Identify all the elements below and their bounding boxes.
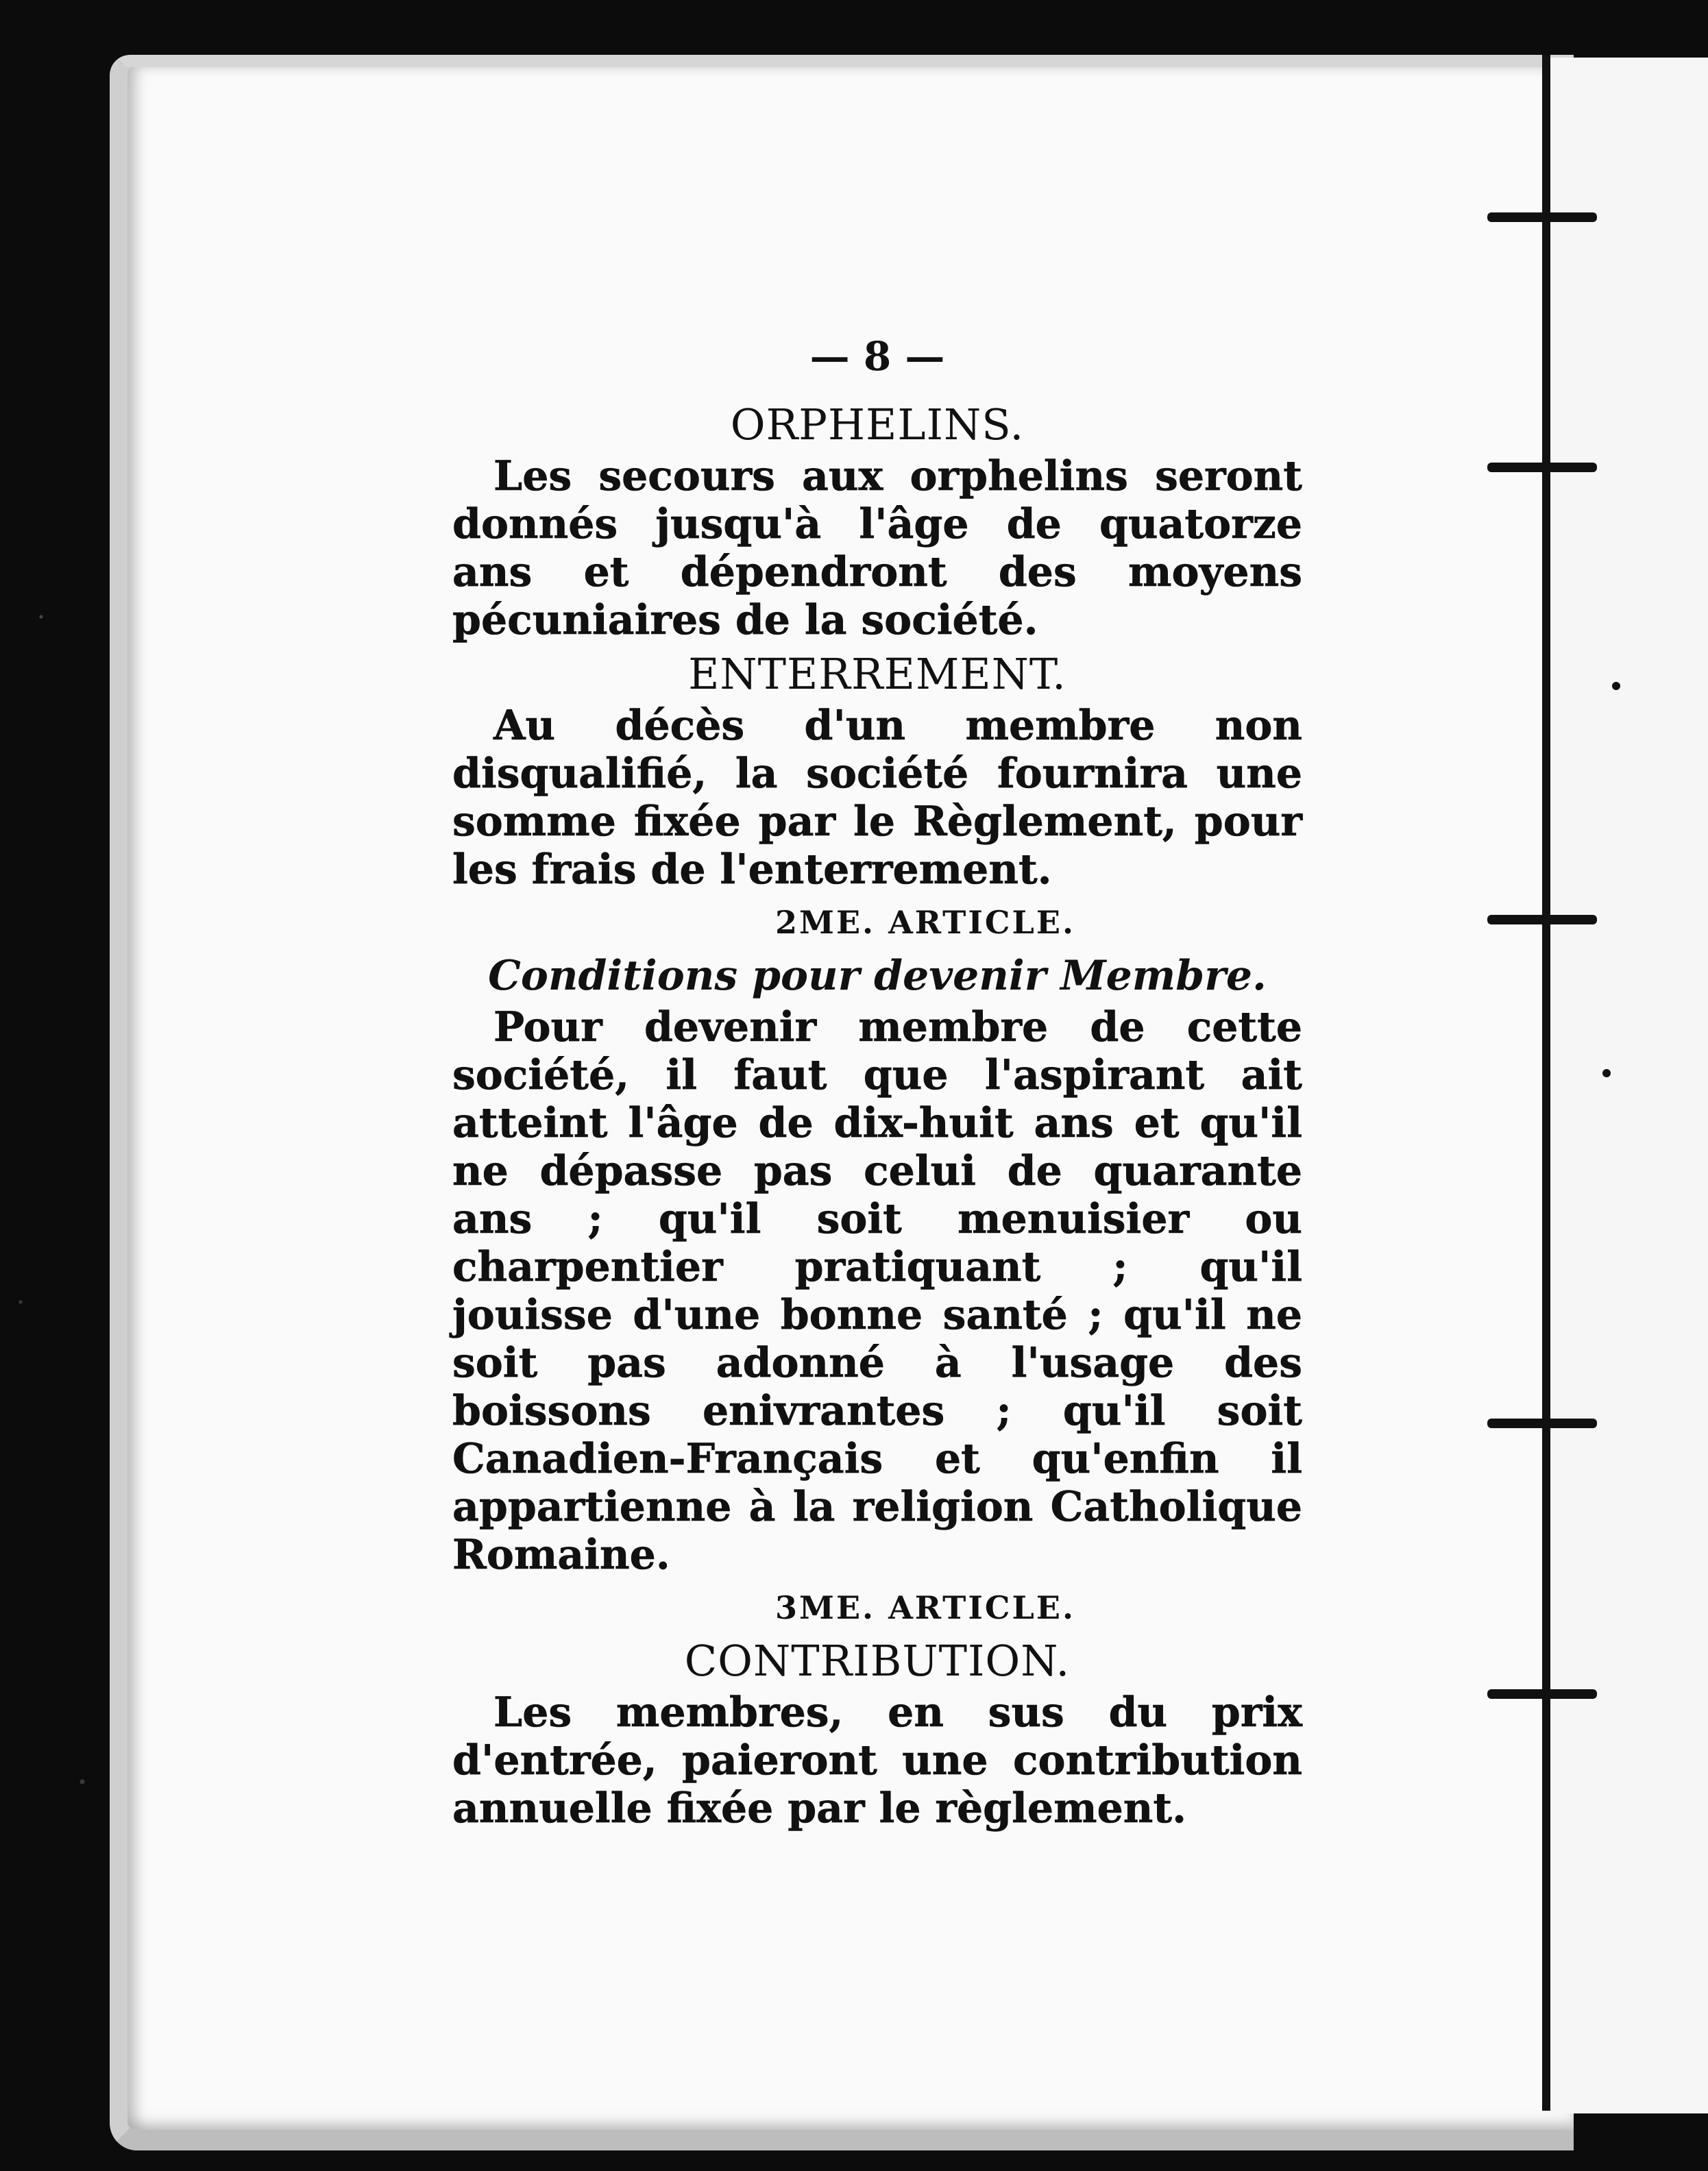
paragraph-conditions: Pour devenir membre de cette société, il faut que l'aspirant ait atteint l'âge de dix-huit ans et qu'il ne dépasse pas celui de quarante ans ; qu'il soit menuisier ou charpentier pratiquant ; qu'il jouisse d'une bonne santé ; qu'il ne soit pas adonné à l'usage des boissons enivrantes ; qu'il soit Canadien-Français et qu'enfin il appartienne à la religion Catholique Romaine. — [452, 1003, 1302, 1579]
ink-speck — [1612, 682, 1620, 690]
binding-stitch — [1487, 915, 1597, 924]
paragraph-contribution: Les membres, en sus du prix d'entrée, paieront une contribution annuelle fixée par le règlement. — [452, 1689, 1302, 1832]
article-2-label: 2ME. ARTICLE. — [775, 904, 1075, 941]
ink-speck — [1602, 1069, 1611, 1077]
binding-stitch — [1487, 463, 1597, 472]
binding-stitch — [1487, 1689, 1597, 1699]
page-number: — 8 — — [809, 333, 945, 380]
paragraph-orphelins: Les secours aux orphelins seront donnés jusqu'à l'âge de quatorze ans et dépendront des moyens pécuniaires de la société. — [452, 452, 1302, 644]
section-title-enterrement: ENTERREMENT. — [688, 649, 1066, 699]
article-2-subtitle: Conditions pour devenir Membre. — [488, 952, 1267, 1000]
article-3-label: 3ME. ARTICLE. — [775, 1589, 1075, 1626]
binding-stitch — [1487, 1419, 1597, 1428]
paragraph-enterrement: Au décès d'un membre non disqualifié, la société fournira une somme fixée par le Règlement, pour les frais de l'enterrement. — [452, 702, 1302, 894]
binding-stitch — [1487, 212, 1597, 222]
right-page-edge — [1550, 58, 1708, 2113]
section-title-orphelins: ORPHELINS. — [730, 400, 1025, 450]
page-text — [452, 322, 1302, 1835]
book-gutter — [1542, 55, 1550, 2111]
section-title-contribution: CONTRIBUTION. — [684, 1636, 1071, 1686]
